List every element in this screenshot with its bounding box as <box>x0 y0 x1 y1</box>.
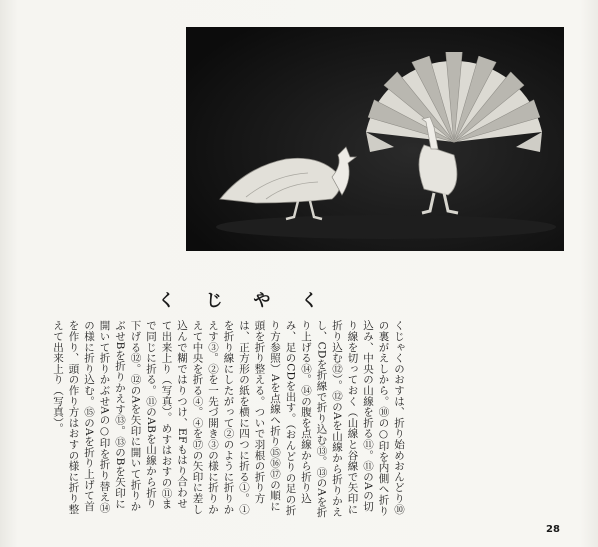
title-char: や <box>253 291 271 311</box>
title-char: く <box>158 291 175 311</box>
page-title <box>158 286 318 310</box>
instructions-text-block <box>52 320 406 518</box>
title-char: じ <box>205 291 223 311</box>
instructions-paragraph: くじゃくのおすは、折り始めおんどり⑩の裏がえしから。⑩の○印を内側へ折り込み、中央の山線を折る⑪。⑪のAの切り線を切っておく（山線と谷線で矢印に折り込む⑫）。⑫のAを山線から折りかえし、CDを折線で折り込む⑬。⑬のAを折り上げる⑭。⑭の腹を点線から折り込み、足のCDを出す。（おんどりの足の折り方参照）Aを点線へ折り⑮⑯⑰の順に頭を折り整える。ついで羽根の折り方は、正方形の紙を横に四つに折る①。①を折り線にしたがって②のように折りかえす③。②を一先づ開き③の様に折りかえて中央を折る④。④を⑰の矢印に差し込んで糊ではりつけ、EFもはり合わせて出来上り（写真）。めすはおすの⑪まで同じに折る。⑪のABを山線から折り下げる⑫。⑫のAを矢印に開いて折りかぶせBを折りかえす⑬。⑬のBを矢印に開いて折りかぶせAの○印を折り替え⑭の様に折り込む。⑮のAを折り上げて首を作り、頭の作り方はおすの様に折り整えて出来上り（写真）。 <box>52 320 405 518</box>
peacock-origami-photo <box>186 27 564 251</box>
title-char: く <box>300 291 318 311</box>
peacock-origami-illustration <box>186 27 564 251</box>
page-number: 28 <box>546 524 560 535</box>
